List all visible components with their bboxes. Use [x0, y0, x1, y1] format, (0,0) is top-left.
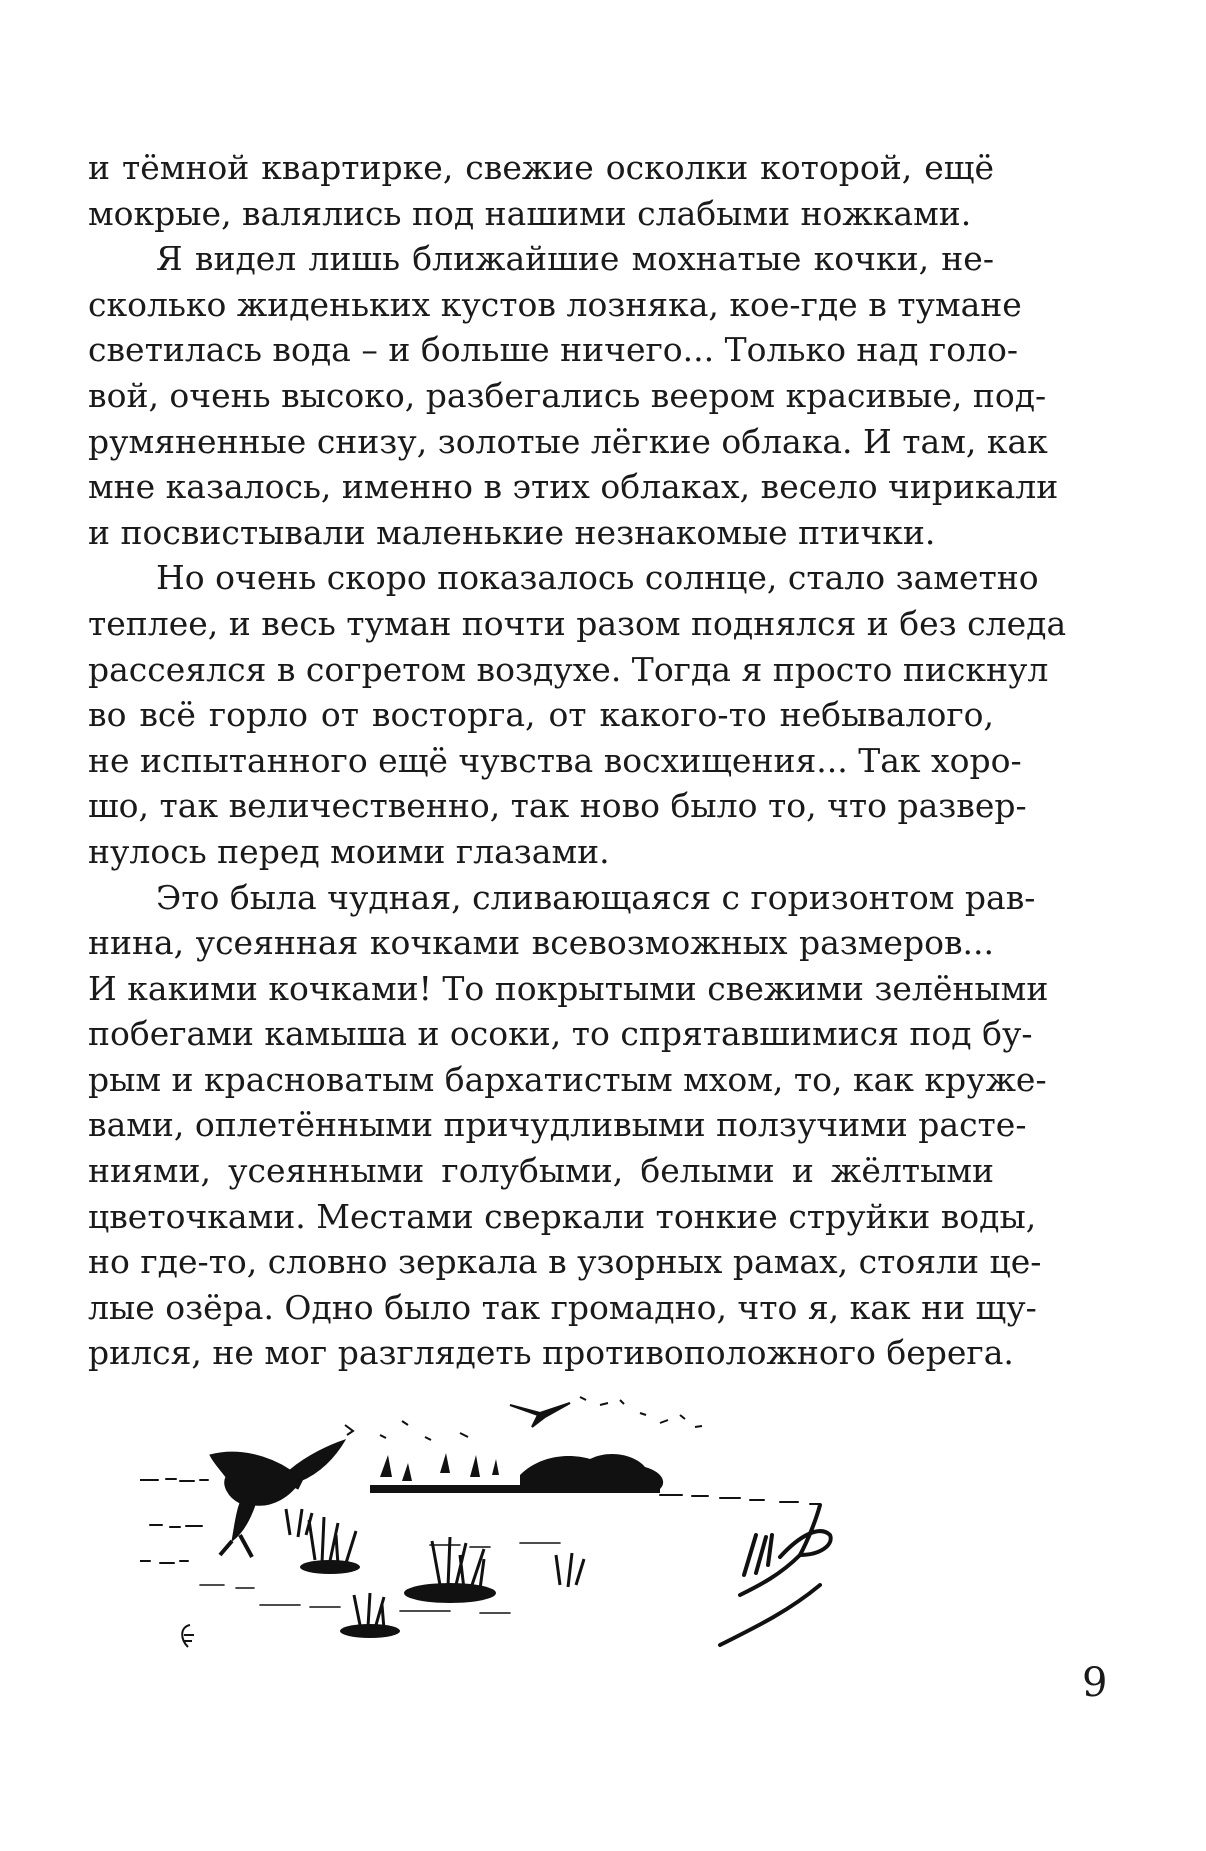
paragraph [88, 145, 994, 236]
text-line: и посвистывали маленькие незнакомые птички. [88, 512, 936, 552]
text-line: но где-то, словно зеркала в узорных рамах, стояли це- [88, 1242, 1042, 1282]
text-line: теплее, и весь туман почти разом поднялся и без следа [88, 603, 1067, 643]
text-line: не испытанного ещё чувства восхищения... Так хоро- [88, 740, 1022, 780]
text-line: Я видел лишь ближайшие мохнатые кочки, не- [156, 239, 994, 279]
duck-drawing [210, 1440, 345, 1557]
text-line: рился, не мог разглядеть противоположного берега. [88, 1333, 1014, 1373]
text-line: Но очень скоро показалось солнце, стало заметно [156, 558, 1039, 598]
text-line: Это была чудная, сливающаяся с горизонтом рав- [156, 877, 1036, 917]
paragraph [88, 875, 1049, 1377]
text-line: светилась вода – и больше ничего... Только над голо- [88, 330, 1019, 370]
page-text [88, 145, 1067, 1376]
text-line: шо, так величественно, так ново было то, что развер- [88, 786, 1027, 826]
text-line: румяненные снизу, золотые лёгкие облака. И там, как [88, 421, 1048, 461]
monogram [182, 1625, 194, 1647]
page-number: 9 [1082, 1660, 1108, 1706]
text-line: рассеялся в согретом воздухе. Тогда я просто пискнул [88, 649, 1049, 689]
text-line: вой, очень высоко, разбегались веером красивые, под- [88, 375, 1047, 415]
text-line: рым и красноватым бархатистым мхом, то, как круже- [88, 1059, 1047, 1099]
text-line: цветочками. Местами сверкали тонкие струйки воды, [88, 1196, 1037, 1236]
text-line: нина, усеянная кочками всевозможных размеров... [88, 923, 994, 963]
text-line: И какими кочками! То покрытыми свежими зелёными [88, 968, 1049, 1008]
text-line: мне казалось, именно в этих облаках, весело чирикали [88, 467, 1059, 507]
text-line: и тёмной квартирке, свежие осколки которой, ещё [88, 148, 994, 187]
paragraph [88, 555, 1067, 874]
text-line: сколько жиденьких кустов лозняка, кое-где в тумане [88, 284, 1022, 324]
text-line: лые озёра. Одно было так громадно, что я, как ни щу- [88, 1287, 1037, 1327]
text-line: мокрые, валялись под нашими слабыми ножками. [88, 193, 972, 233]
text-line: нулось перед моими глазами. [88, 831, 610, 871]
paragraph [88, 236, 1059, 555]
artist-signature [720, 1505, 831, 1645]
text-line: вами, оплетёнными причудливыми ползучими расте- [88, 1105, 1027, 1145]
text-line: ниями, усеянными голубыми, белыми и жёлтыми [88, 1151, 994, 1191]
text-line: во всё горло от восторга, от какого-то небывалого, [88, 695, 994, 735]
marsh-illustration [140, 1385, 970, 1665]
text-line: побегами камыша и осоки, то спрятавшимися под бу- [88, 1014, 1033, 1054]
